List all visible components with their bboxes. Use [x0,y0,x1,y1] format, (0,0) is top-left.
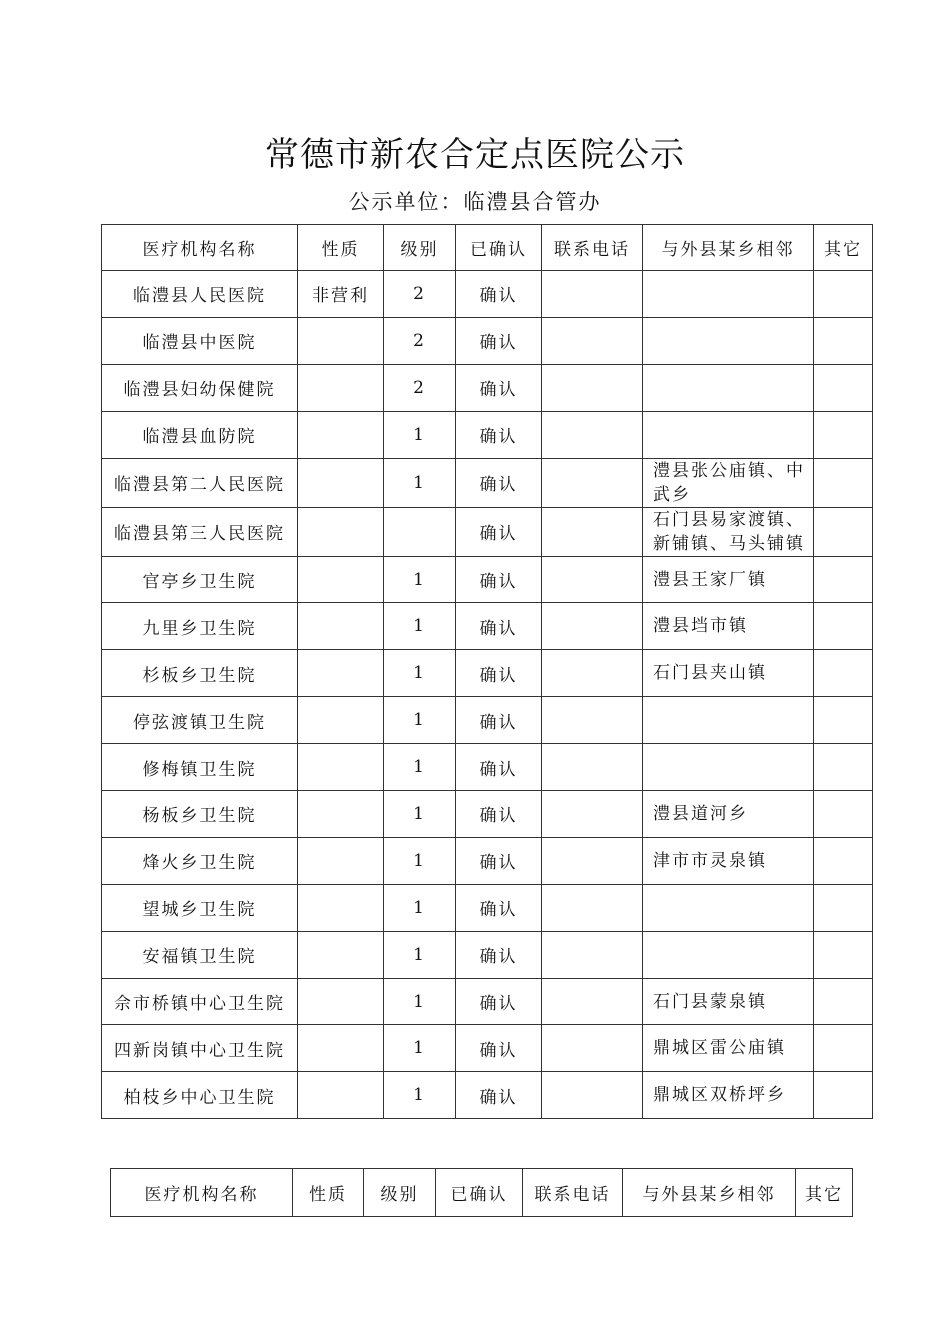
cell-nature [298,458,384,507]
cell-neighbor: 澧县王家厂镇 [643,556,814,603]
cell-phone [542,271,643,318]
table-row [102,271,873,318]
table-row [102,458,873,507]
header-neighbor: 与外县某乡相邻 [643,225,814,271]
cell-confirmed: 确认 [456,1025,542,1072]
cell-name: 佘市桥镇中心卫生院 [102,978,298,1025]
cell-name: 停弦渡镇卫生院 [102,697,298,744]
cell-phone [542,791,643,838]
cell-other [814,884,873,931]
cell-name: 烽火乡卫生院 [102,837,298,884]
cell-name: 安福镇卫生院 [102,931,298,978]
cell-nature [298,411,384,458]
cell-name: 临澧县人民医院 [102,271,298,318]
cell-confirmed: 确认 [456,791,542,838]
cell-other [814,603,873,650]
cell-confirmed: 确认 [456,744,542,791]
table-row [102,1025,873,1072]
cell-confirmed: 确认 [456,364,542,411]
cell-nature [298,317,384,364]
cell-phone [542,1025,643,1072]
cell-confirmed: 确认 [456,837,542,884]
cell-confirmed: 确认 [456,271,542,318]
table-row [102,507,873,556]
cell-neighbor: 鼎城区双桥坪乡 [643,1072,814,1119]
cell-other [814,650,873,697]
cell-phone [542,884,643,931]
cell-level: 1 [384,791,456,838]
cell-confirmed: 确认 [456,978,542,1025]
cell-level: 1 [384,697,456,744]
cell-phone [542,650,643,697]
cell-nature [298,744,384,791]
cell-phone [542,603,643,650]
table-row [102,1072,873,1119]
cell-confirmed: 确认 [456,603,542,650]
cell-name: 临澧县中医院 [102,317,298,364]
cell-name: 官亭乡卫生院 [102,556,298,603]
cell-name: 杨板乡卫生院 [102,791,298,838]
cell-confirmed: 确认 [456,1072,542,1119]
cell-nature [298,507,384,556]
cell-nature [298,791,384,838]
cell-nature [298,364,384,411]
cell-confirmed: 确认 [456,507,542,556]
cell-level: 1 [384,650,456,697]
cell-nature [298,556,384,603]
second-header-phone: 联系电话 [523,1169,623,1217]
table-row [102,744,873,791]
cell-name: 九里乡卫生院 [102,603,298,650]
header-other: 其它 [814,225,873,271]
cell-neighbor: 澧县垱市镇 [643,603,814,650]
cell-name: 临澧县妇幼保健院 [102,364,298,411]
cell-confirmed: 确认 [456,411,542,458]
cell-phone [542,931,643,978]
cell-neighbor: 石门县易家渡镇、新铺镇、马头铺镇 [643,507,814,556]
cell-other [814,1072,873,1119]
cell-other [814,791,873,838]
cell-name: 临澧县第二人民医院 [102,458,298,507]
cell-confirmed: 确认 [456,556,542,603]
cell-name: 修梅镇卫生院 [102,744,298,791]
second-header-other: 其它 [796,1169,853,1217]
cell-name: 临澧县血防院 [102,411,298,458]
cell-neighbor [643,931,814,978]
cell-phone [542,411,643,458]
cell-phone [542,744,643,791]
table-row [102,603,873,650]
cell-level: 1 [384,837,456,884]
cell-level: 1 [384,931,456,978]
cell-confirmed: 确认 [456,884,542,931]
cell-level: 1 [384,458,456,507]
table-row [102,556,873,603]
cell-level: 1 [384,978,456,1025]
cell-level: 1 [384,411,456,458]
cell-nature [298,837,384,884]
cell-nature [298,978,384,1025]
header-level: 级别 [384,225,456,271]
cell-neighbor: 鼎城区雷公庙镇 [643,1025,814,1072]
cell-phone [542,837,643,884]
cell-neighbor [643,744,814,791]
second-table [110,1168,853,1217]
cell-phone [542,556,643,603]
cell-nature [298,697,384,744]
cell-nature [298,1025,384,1072]
cell-nature [298,650,384,697]
cell-other [814,364,873,411]
cell-other [814,507,873,556]
header-phone: 联系电话 [542,225,643,271]
cell-name: 杉板乡卫生院 [102,650,298,697]
table-row [102,411,873,458]
cell-other [814,744,873,791]
cell-confirmed: 确认 [456,931,542,978]
hospital-table [101,224,873,1119]
cell-neighbor: 澧县道河乡 [643,791,814,838]
table-row [102,791,873,838]
table-row [102,697,873,744]
cell-nature: 非营利 [298,271,384,318]
second-header-confirmed: 已确认 [436,1169,523,1217]
cell-other [814,458,873,507]
cell-name: 临澧县第三人民医院 [102,507,298,556]
header-name: 医疗机构名称 [102,225,298,271]
cell-neighbor: 石门县蒙泉镇 [643,978,814,1025]
cell-confirmed: 确认 [456,650,542,697]
cell-phone [542,1072,643,1119]
cell-level: 2 [384,364,456,411]
cell-neighbor [643,317,814,364]
cell-phone [542,364,643,411]
page-subtitle: 公示单位：临澧县合管办 [348,190,602,214]
header-nature: 性质 [298,225,384,271]
second-header-nature: 性质 [293,1169,364,1217]
second-table-header-row [111,1169,853,1217]
page-title: 常德市新农合定点医院公示 [265,135,685,175]
cell-level: 1 [384,744,456,791]
cell-level: 1 [384,1072,456,1119]
table-row [102,978,873,1025]
cell-phone [542,978,643,1025]
second-header-name: 医疗机构名称 [111,1169,293,1217]
cell-other [814,931,873,978]
table-row [102,931,873,978]
table-header-row [102,225,873,271]
cell-name: 四新岗镇中心卫生院 [102,1025,298,1072]
second-header-level: 级别 [364,1169,436,1217]
table-row [102,650,873,697]
cell-neighbor [643,884,814,931]
cell-other [814,1025,873,1072]
cell-nature [298,884,384,931]
second-header-neighbor: 与外县某乡相邻 [623,1169,796,1217]
cell-neighbor: 澧县张公庙镇、中武乡 [643,458,814,507]
cell-confirmed: 确认 [456,317,542,364]
cell-level: 1 [384,884,456,931]
cell-neighbor [643,271,814,318]
table-row [102,837,873,884]
cell-phone [542,697,643,744]
cell-name: 柏枝乡中心卫生院 [102,1072,298,1119]
cell-neighbor [643,697,814,744]
cell-level: 1 [384,603,456,650]
cell-nature [298,603,384,650]
cell-other [814,978,873,1025]
header-confirmed: 已确认 [456,225,542,271]
cell-other [814,271,873,318]
cell-other [814,697,873,744]
cell-phone [542,458,643,507]
table-row [102,884,873,931]
cell-level: 1 [384,1025,456,1072]
cell-other [814,317,873,364]
cell-confirmed: 确认 [456,458,542,507]
cell-neighbor [643,411,814,458]
cell-level: 2 [384,317,456,364]
cell-other [814,837,873,884]
cell-other [814,411,873,458]
cell-phone [542,507,643,556]
cell-nature [298,1072,384,1119]
cell-name: 望城乡卫生院 [102,884,298,931]
cell-neighbor: 石门县夹山镇 [643,650,814,697]
cell-phone [542,317,643,364]
table-row [102,364,873,411]
cell-neighbor: 津市市灵泉镇 [643,837,814,884]
cell-level [384,507,456,556]
cell-level: 2 [384,271,456,318]
table-row [102,317,873,364]
cell-neighbor [643,364,814,411]
cell-level: 1 [384,556,456,603]
cell-other [814,556,873,603]
cell-confirmed: 确认 [456,697,542,744]
cell-nature [298,931,384,978]
